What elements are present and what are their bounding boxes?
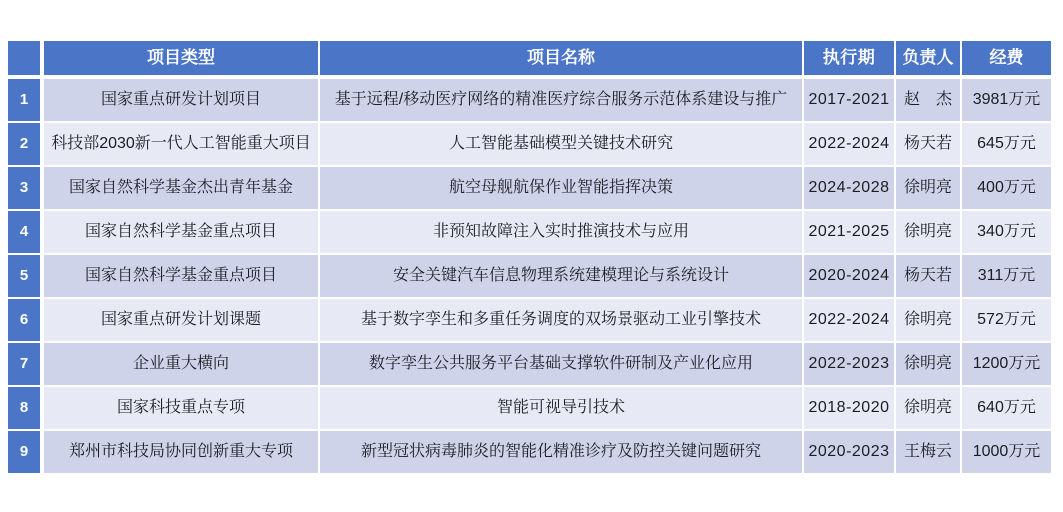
table-row: [8, 211, 1051, 253]
row-number-cell: 8: [8, 387, 40, 429]
table-row: [8, 255, 1051, 297]
period-cell: 2020-2023: [804, 431, 894, 473]
project-type-cell: 国家重点研发计划项目: [44, 79, 318, 121]
fund-cell: 3981万元: [962, 79, 1051, 121]
table-row: [8, 343, 1051, 385]
lead-cell: 徐明亮: [896, 387, 960, 429]
row-number-cell: 3: [8, 167, 40, 209]
project-name-cell: 智能可视导引技术: [320, 387, 802, 429]
project-type-cell: 国家自然科学基金重点项目: [44, 255, 318, 297]
fund-cell: 572万元: [962, 299, 1051, 341]
project-name-cell: 新型冠状病毒肺炎的智能化精准诊疗及防控关键问题研究: [320, 431, 802, 473]
row-number-cell: 1: [8, 79, 40, 121]
period-cell: 2017-2021: [804, 79, 894, 121]
lead-cell: 徐明亮: [896, 211, 960, 253]
table-row: [8, 299, 1051, 341]
project-name-cell: 航空母舰航保作业智能指挥决策: [320, 167, 802, 209]
project-type-cell: 国家自然科学基金重点项目: [44, 211, 318, 253]
project-name-cell: 基于远程/移动医疗网络的精准医疗综合服务示范体系建设与推广: [320, 79, 802, 121]
lead-cell: 杨天若: [896, 123, 960, 165]
fund-cell: 400万元: [962, 167, 1051, 209]
period-cell: 2022-2024: [804, 123, 894, 165]
row-number-cell: 2: [8, 123, 40, 165]
header-project-type-cell: 项目类型: [44, 41, 318, 75]
row-number-cell: 5: [8, 255, 40, 297]
project-type-cell: 科技部2030新一代人工智能重大项目: [44, 123, 318, 165]
row-number-cell: 4: [8, 211, 40, 253]
lead-cell: 杨天若: [896, 255, 960, 297]
lead-cell: 徐明亮: [896, 167, 960, 209]
table-row: [8, 123, 1051, 165]
row-number-cell: 7: [8, 343, 40, 385]
table-row: [8, 167, 1051, 209]
projects-table: [8, 41, 1051, 475]
header-fund-cell: 经费: [962, 41, 1051, 75]
project-type-cell: 企业重大横向: [44, 343, 318, 385]
row-number-cell: 9: [8, 431, 40, 473]
period-cell: 2022-2023: [804, 343, 894, 385]
table-row: [8, 431, 1051, 473]
fund-cell: 645万元: [962, 123, 1051, 165]
table-row: [8, 387, 1051, 429]
fund-cell: 1200万元: [962, 343, 1051, 385]
project-type-cell: 国家自然科学基金杰出青年基金: [44, 167, 318, 209]
period-cell: 2022-2024: [804, 299, 894, 341]
period-cell: 2021-2025: [804, 211, 894, 253]
table-header-row: [8, 41, 1051, 75]
project-name-cell: 数字孪生公共服务平台基础支撑软件研制及产业化应用: [320, 343, 802, 385]
project-type-cell: 郑州市科技局协同创新重大专项: [44, 431, 318, 473]
header-period-cell: 执行期: [804, 41, 894, 75]
period-cell: 2020-2024: [804, 255, 894, 297]
lead-cell: 赵 杰: [896, 79, 960, 121]
lead-cell: 王梅云: [896, 431, 960, 473]
period-cell: 2018-2020: [804, 387, 894, 429]
lead-cell: 徐明亮: [896, 343, 960, 385]
lead-cell: 徐明亮: [896, 299, 960, 341]
project-name-cell: 基于数字孪生和多重任务调度的双场景驱动工业引擎技术: [320, 299, 802, 341]
project-name-cell: 安全关键汽车信息物理系统建模理论与系统设计: [320, 255, 802, 297]
project-type-cell: 国家科技重点专项: [44, 387, 318, 429]
header-lead-cell: 负责人: [896, 41, 960, 75]
period-cell: 2024-2028: [804, 167, 894, 209]
fund-cell: 1000万元: [962, 431, 1051, 473]
row-number-cell: 6: [8, 299, 40, 341]
table-body: [8, 79, 1051, 473]
fund-cell: 640万元: [962, 387, 1051, 429]
table-row: [8, 79, 1051, 121]
header-index-cell: [8, 41, 40, 75]
project-name-cell: 人工智能基础模型关键技术研究: [320, 123, 802, 165]
fund-cell: 340万元: [962, 211, 1051, 253]
project-name-cell: 非预知故障注入实时推演技术与应用: [320, 211, 802, 253]
project-type-cell: 国家重点研发计划课题: [44, 299, 318, 341]
fund-cell: 311万元: [962, 255, 1051, 297]
header-project-name-cell: 项目名称: [320, 41, 802, 75]
